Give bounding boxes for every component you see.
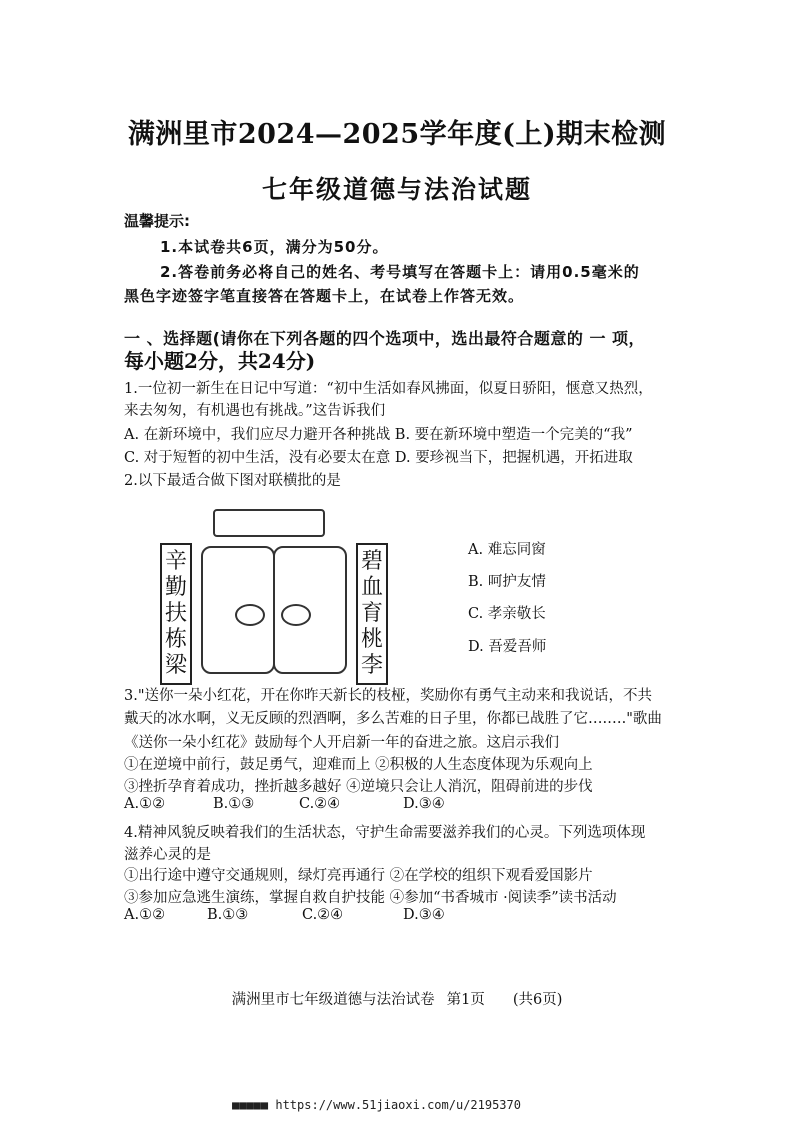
page-footer [0,988,794,1009]
exam-subtitle: 七年级道德与法治试题 [261,175,532,204]
q3-statements-34: ③挫折孕育着成功，挫折越多越好 ④逆境只会让人消沉，阻碍前进的步伐 [124,779,593,795]
q3-stem-line1: 3."送你一朵小红花，开在你昨天新长的枝桠，奖励你有勇气主动来和我说话，不共 [124,688,653,704]
q2-option-c: C. 孝亲敬长 [468,606,546,622]
tip-item-2-cont: 黑色字迹签字笔直接答在答题卡上，在试卷上作答无效。 [124,287,525,305]
footer-exam-name: 满洲里市七年级道德与法治试卷 [231,992,435,1008]
couplet-char: 梁 [164,653,187,678]
q4-choice-d: D.③④ [403,907,445,923]
couplet-char: 扶 [164,601,187,626]
source-watermark: ■■■■■ https://www.51jiaoxi.com/u/2195370 [232,1098,521,1112]
q2-option-a: A. 难忘同窗 [468,542,546,558]
q3-choice-a: A.①② [124,796,166,812]
couplet-char: 勤 [164,575,187,600]
q3-choice-b: B.①③ [213,796,255,812]
q3-choice-c: C.②④ [299,796,341,812]
q4-statements-12: ①出行途中遵守交通规则，绿灯亮再通行 ②在学校的组织下观看爱国影片 [124,868,593,884]
q1-options-cd: C. 对于短暂的初中生活，没有必要太在意 D. 要珍视当下，把握机遇，开拓进取 [124,450,633,466]
horizontal-scroll-blank [213,509,325,537]
q4-stem-line2: 滋养心灵的是 [124,847,211,863]
q4-choice-b: B.①③ [207,907,249,923]
couplet-char: 李 [360,653,383,678]
section-heading-score: 每小题2分，共24分) [124,349,316,373]
q1-stem-line1: 1.一位初一新生在日记中写道：“初中生活如春风拂面，似夏日骄阳，惬意又热烈， [124,381,653,397]
couplet-char: 辛 [164,549,187,574]
q3-statements-12: ①在逆境中前行，鼓足勇气，迎难而上 ②积极的人生态度体现为乐观向上 [124,757,593,773]
q2-stem: 2.以下最适合做下图对联横批的是 [124,473,341,489]
tip-item-2: 2.答卷前务必将自己的姓名、考号填写在答题卡上：请用0.5毫米的 [160,263,640,281]
footer-page-number: 第1页 [446,992,485,1008]
q4-choice-a: A.①② [124,907,166,923]
q1-stem-line2: 来去匆匆，有机遇也有挑战。”这告诉我们 [124,403,386,419]
left-door-panel [201,546,275,674]
q2-option-b: B. 呵护友情 [468,574,546,590]
q3-stem-line2: 戴天的冰水啊，义无反顾的烈酒啊，多么苦难的日子里，你都已战胜了它….…."歌曲 [124,711,662,727]
couplet-char: 血 [360,575,383,600]
footer-total-pages: (共6页) [512,992,563,1008]
section-heading: 一 、选择题(请你在下列各题的四个选项中，选出最符合题意的 一 项， [124,329,646,348]
couplet-char: 育 [360,601,383,626]
left-couplet [160,543,192,685]
couplet-char: 桃 [360,627,383,652]
tip-item-1: 1.本试卷共6页，满分为50分。 [160,238,389,256]
q2-option-d: D. 吾爱吾师 [468,639,547,655]
tips-heading: 温馨提示: [124,212,190,230]
door-knocker-left [235,604,265,626]
q1-options-ab: A. 在新环境中，我们应尽力避开各种挑战 B. 要在新环境中塑造一个完美的“我” [124,427,633,443]
couplet-char: 栋 [164,627,187,652]
exam-title: 满洲里市2024—2025学年度(上)期末检测 [127,119,667,150]
q4-choice-c: C.②④ [302,907,344,923]
right-door-panel [273,546,347,674]
q4-stem-line1: 4.精神风貌反映着我们的生活状态，守护生命需要滋养我们的心灵。下列选项体现 [124,825,646,841]
door-knocker-right [281,604,311,626]
q3-choice-d: D.③④ [403,796,445,812]
q4-statements-34: ③参加应急逃生演练，掌握自救自护技能 ④参加“书香城市 ·阅读季”读书活动 [124,890,617,906]
q3-stem-line3: 《送你一朵小红花》鼓励每个人开启新一年的奋进之旅。这启示我们 [124,735,559,751]
couplet-char: 碧 [360,549,383,574]
right-couplet [356,543,388,685]
